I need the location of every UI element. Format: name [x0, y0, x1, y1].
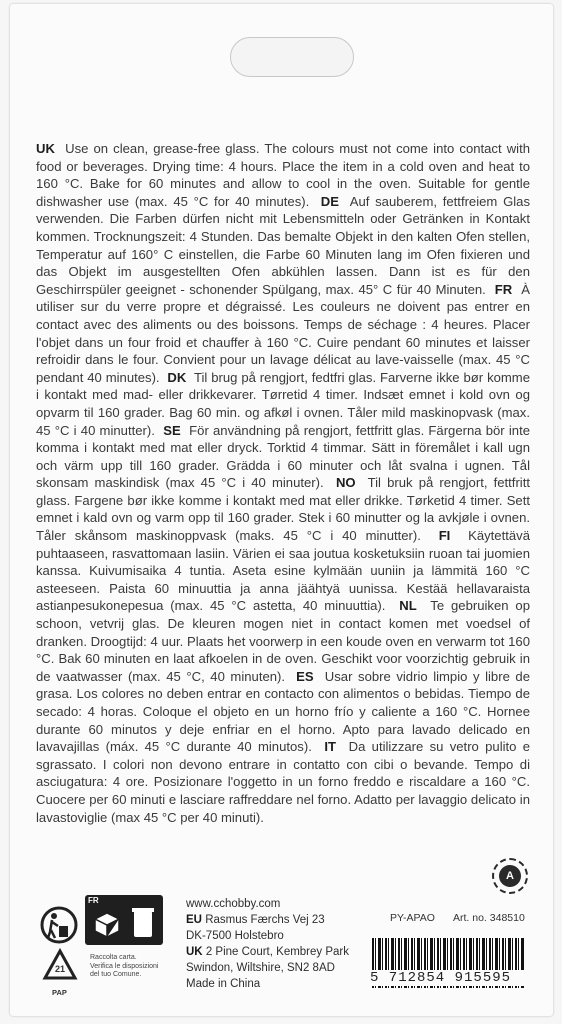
uk-line-1: 2 Pine Court, Kembrey Park	[205, 946, 349, 958]
eu-code: EU	[186, 914, 202, 926]
article-number: Art. no. 348510	[453, 912, 525, 924]
language-code-no: NO	[335, 475, 356, 491]
uk-address-line-1	[186, 944, 349, 960]
instruction-text-es: Usar sobre vidrio limpio y libre de grasa. Los colores no deben entrar en contacto con alimentos o bebidas. Tiempo de secado: 4 horas. Coloque el objeto en un horno frío y caliente a 160 °C. Hornee durante 60 minutos y deje enfriar en el horno. Apto para lavado delicado en lavavajillas (máx. 45 °C durante 40 minutos).	[36, 668, 530, 755]
instruction-text-it: Da utilizzare su vetro pulito e sgrassato. I colori non devono entrare in contatto con cibi o bevande. Tempo di asciugatura: 4 ore. Posizionare l'oggetto in un forno freddo e riscaldare a 160 °C. Cuocere per 60 minuti e lasciare raffreddare nel forno. Adatto per lavaggio delicato in lavastoviglie (max 45 °C per 40 minuti).	[36, 739, 530, 825]
eu-line-1: Rasmus Færchs Vej 23	[205, 914, 325, 926]
country-of-origin: Made in China	[186, 978, 261, 990]
usage-instructions	[36, 140, 530, 826]
bin-icon	[129, 905, 157, 939]
recycling-note-line-1: Raccolta carta.	[90, 954, 137, 961]
box-icon	[91, 909, 123, 939]
language-code-uk: UK	[36, 141, 55, 156]
recycle-person-icon	[40, 906, 78, 944]
language-code-de: DE	[320, 193, 339, 209]
instruction-text-no: Til bruk på rengjort, fettfritt glass. Fargene bør ikke komme i kontakt med mat eller drikke. Tørketid 4 timer. Sett emnet i kald ovn og varm opp til 160 grader. Stek i 60 minutter og la avkjøle i ovnen. Tåler skånsom maskinoppvask (maks. 45 °C i 40 minutter).	[36, 475, 530, 544]
website: www.cchobby.com	[186, 898, 281, 910]
recycling-note	[90, 954, 158, 980]
sorting-label-box	[85, 895, 163, 945]
language-code-se: SE	[163, 422, 181, 438]
recycling-note-line-2: Verifica le disposizioni	[90, 962, 159, 970]
instruction-text-fr: À utiliser sur du verre propre et dégraissé. Les couleurs ne doivent pas entrer en contact avec des aliments ou des boissons. Temps de séchage : 4 heures. Placer l'objet dans un four froid et chauffer à 160 °C. Cuire pendant 60 minutes et laisser refroidir dans le four. Convient pour un lavage délicat au lave-vaisselle (max. 45 °C pendant 40 minutes).	[36, 281, 530, 385]
badge-letter: A	[499, 865, 521, 887]
eu-address-line-1	[186, 912, 349, 928]
instruction-text-nl: Te gebruiken op schoon, vetvrij glas. De kleuren mogen niet in contact komen met voedsel of dranken. Droogtijd: 4 uur. Plaats het voorwerp in een koude oven en verwarm tot 160 °C. Bak 60 minuten en laat afkoelen in de oven. Geschikt voor voorzichtig gebruik in de vaatwasser (max. 45 °C, 40 minuten).	[36, 598, 531, 684]
company-address	[186, 896, 349, 992]
barcode-digits: 5 712854 915595	[370, 970, 528, 986]
language-code-fi: FI	[438, 528, 451, 544]
hang-hole	[230, 37, 354, 77]
product-code: PY-APAO	[390, 912, 435, 924]
certification-badge	[492, 858, 528, 894]
language-code-nl: NL	[399, 598, 417, 614]
recycle-number: 21	[55, 964, 66, 974]
uk-address-line-2: Swindon, Wiltshire, SN2 8AD	[186, 962, 335, 974]
eu-address-line-2: DK-7500 Holstebro	[186, 930, 284, 942]
language-code-it: IT	[324, 739, 337, 755]
language-code-dk: DK	[167, 369, 187, 385]
instruction-text-se: För användning på rengjort, fettfritt glas. Färgerna bör inte komma i kontakt med mat eller dryck. Torktid 4 timmar. Sätt in föremålet i kall ugn och värm upp till 160 grader. Grädda i 60 minuter och låt svalna i ugnen. Tål skonsam maskindisk (max 45 °C i 40 minuter).	[36, 422, 530, 491]
recycle-material: PAP	[52, 988, 67, 997]
fr-label: FR	[88, 896, 99, 905]
instruction-text-dk: Til brug på rengjort, fedtfri glas. Farverne ikke bør komme i kontakt med mad- eller drikkevarer. Tørretid 4 timer. Indsæt emnet i kold ovn og opvarm til 160 grader. Bag 60 min. og afkøl i ovnen. Tåler mild maskinopvask (max. 45 °C i 40 minutter).	[36, 369, 530, 438]
language-code-es: ES	[296, 668, 314, 684]
instruction-text-de: Auf sauberem, fettfreiem Glas verwenden. Die Farben dürfen nicht mit Lebensmitteln oder Getränken in Kontakt kommen. Trocknungszeit: 4 Stunden. Das bemalte Objekt in den kalten Ofen stellen, Temperatur auf 160° C einstellen, die Farbe 60 Minuten lang im Ofen fixieren und das Objekt im ausgestellten Ofen abkühlen lassen. Dann ist es für den Geschirrspüler geeignet - schonender Spülgang, max. 45° C für 40 Minuten.	[36, 193, 530, 297]
uk-code: UK	[186, 946, 203, 958]
instruction-text-fi: Käytettävä puhtaaseen, rasvattomaan lasiin. Värien ei saa joutua kosketuksiin ruoan tai juomien kanssa. Kuivumisaika 4 tuntia. Aseta esine kylmään uuniin ja lämmitä 160 °C asteeseen. Paista 60 minuuttia ja anna jäähtyä uunissa. Kestää hellavaraista astianpesukonepesua (max. 45 °C astetta, 40 minuuttia).	[36, 528, 530, 614]
instruction-text-uk: Use on clean, grease-free glass. The colours must not come into contact with food or beverages. Drying time: 4 hours. Place the item in a cold oven and heat to 160 °C. Bake for 60 minutes and allow to cool in the oven. Suitable for gentle dishwasher use (max. 45 °C for 40 minutes).	[36, 141, 530, 209]
language-code-fr: FR	[494, 281, 513, 297]
recycling-note-line-3: del tuo Comune.	[90, 971, 142, 978]
